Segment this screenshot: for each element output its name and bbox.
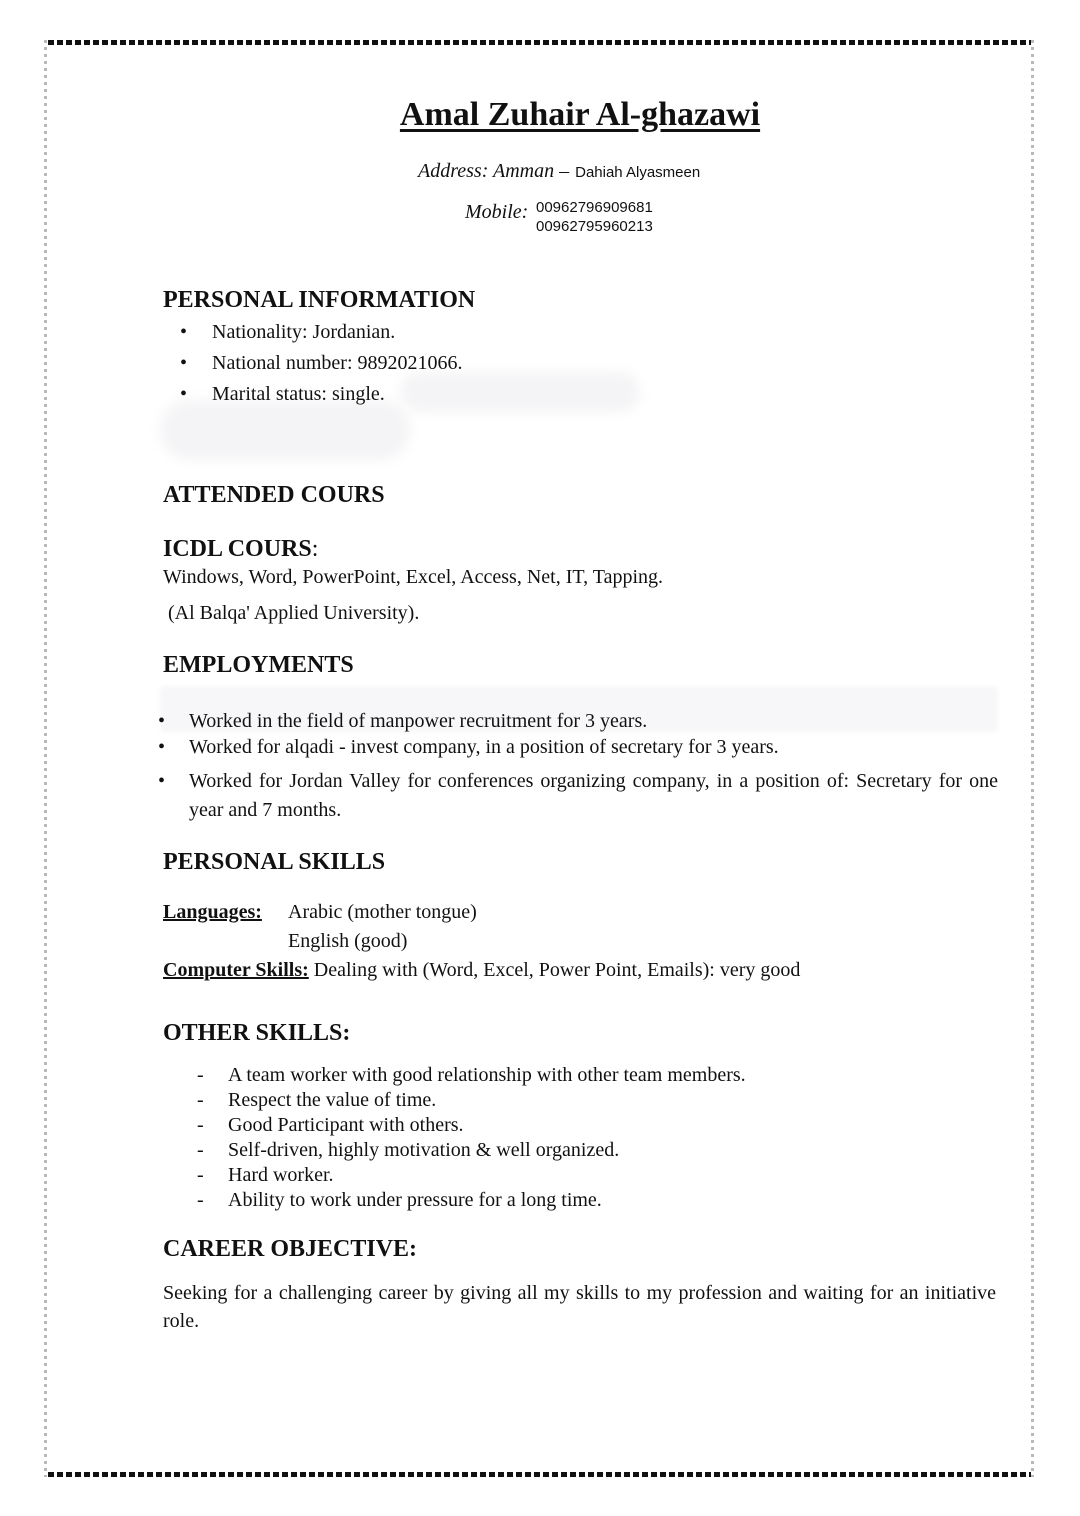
bullet-icon: •	[158, 770, 166, 792]
languages-label: Languages:	[163, 901, 262, 923]
icdl-colon: :	[311, 536, 319, 562]
language-item: Arabic (mother tongue)	[288, 901, 477, 923]
list-item: • Marital status: single.	[180, 383, 463, 414]
mobile-label: Mobile:	[465, 201, 529, 223]
computer-skills-label: Computer Skills:	[163, 959, 309, 981]
dash-marker: -	[197, 1139, 204, 1161]
dash-marker: -	[197, 1064, 204, 1086]
icdl-course-title: ICDL COURS	[163, 536, 312, 562]
icdl-course-heading	[163, 536, 318, 563]
list-item	[158, 767, 998, 825]
dash-marker: -	[197, 1089, 204, 1111]
page-border-left	[44, 40, 47, 1477]
page-border-top	[48, 40, 1034, 45]
mobile-number-1: 00962796909681	[536, 199, 653, 216]
dash-marker: -	[197, 1114, 204, 1136]
list-item	[158, 710, 998, 733]
dash-marker: -	[197, 1164, 204, 1186]
list-item: • National number: 9892021066.	[180, 352, 463, 383]
personal-skills-heading: PERSONAL SKILLS	[163, 849, 386, 875]
computer-skills-value: Dealing with (Word, Excel, Power Point, Emails): very good	[313, 959, 801, 981]
skill-text: Respect the value of time.	[228, 1089, 437, 1111]
icdl-provider: (Al Balqa' Applied University).	[168, 602, 420, 624]
skill-text: Self-driven, highly motivation & well organized.	[228, 1139, 620, 1161]
other-skills-heading: OTHER SKILLS:	[163, 1020, 351, 1046]
page-border-bottom	[48, 1472, 1034, 1477]
language-item: English (good)	[288, 930, 408, 952]
career-objective-heading: CAREER OBJECTIVE:	[163, 1236, 418, 1262]
personal-information-list	[180, 321, 463, 414]
page-border-right	[1031, 40, 1034, 1477]
employment-text: Worked for Jordan Valley for conferences organizing company, in a position of: Secretary for one year and 7 months.	[189, 770, 998, 821]
bullet-icon: •	[158, 710, 166, 732]
attended-courses-heading: ATTENDED COURS	[163, 482, 385, 508]
bullet-icon: •	[158, 736, 166, 758]
career-objective-text: Seeking for a challenging career by giving all my skills to my profession and waiting for an initiative role.	[163, 1282, 996, 1332]
candidate-name: Amal Zuhair Al-ghazawi	[399, 96, 761, 133]
employment-text: Worked for alqadi - invest company, in a position of secretary for 3 years.	[189, 736, 779, 758]
address-value: Dahiah Alyasmeen	[575, 164, 701, 181]
computer-skills-line	[163, 959, 800, 982]
icdl-topics: Windows, Word, PowerPoint, Excel, Access, Net, IT, Tapping.	[163, 566, 663, 588]
skill-text: Ability to work under pressure for a long time.	[228, 1189, 602, 1211]
dash-marker: -	[197, 1189, 204, 1211]
list-item: • Nationality: Jordanian.	[180, 321, 463, 352]
address-line	[418, 160, 700, 183]
skill-text: Hard worker.	[228, 1164, 334, 1186]
address-label: Address: Amman –	[418, 160, 570, 182]
employments-heading: EMPLOYMENTS	[163, 652, 354, 678]
employment-text: Worked in the field of manpower recruitment for 3 years.	[189, 710, 648, 732]
personal-information-heading: PERSONAL INFORMATION	[163, 287, 476, 313]
list-item	[158, 736, 998, 759]
skill-text: Good Participant with others.	[228, 1114, 464, 1136]
skill-text: A team worker with good relationship with other team members.	[228, 1064, 746, 1086]
mobile-number-2: 00962795960213	[536, 218, 653, 235]
